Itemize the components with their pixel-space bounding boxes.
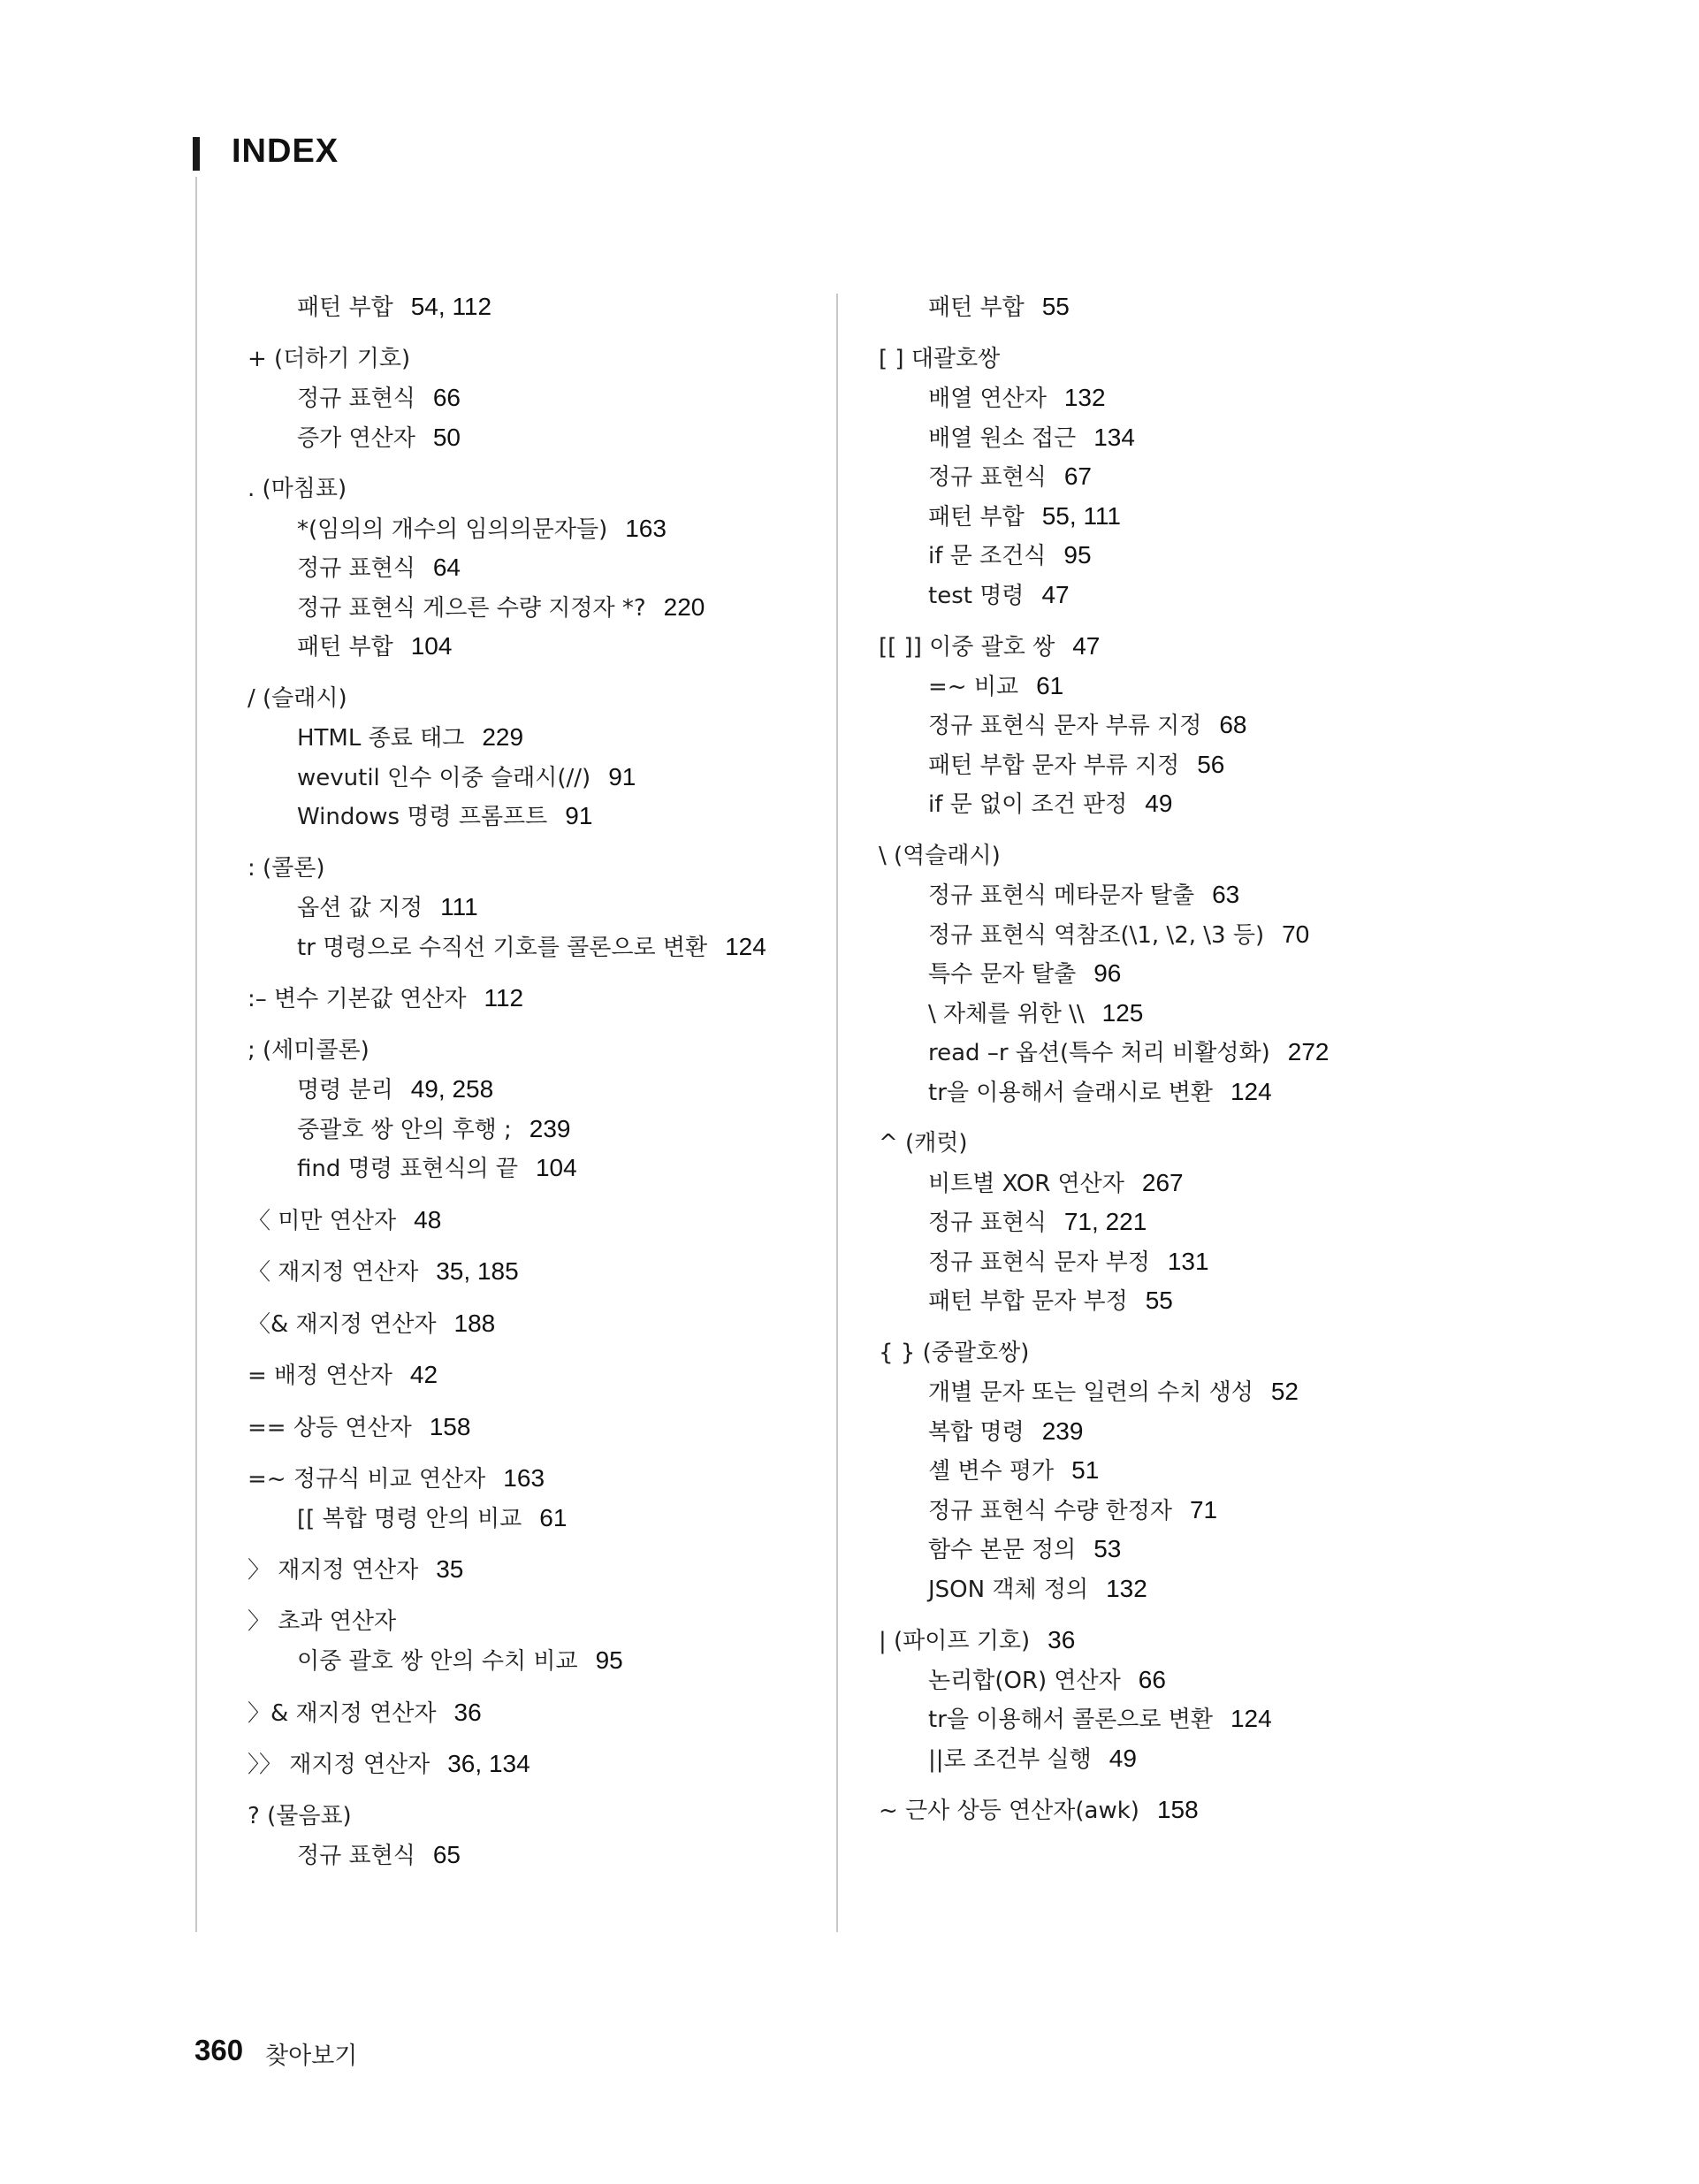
column-divider: [836, 294, 838, 1932]
index-subentry: [248, 1641, 813, 1681]
entry-term: 정규 표현식 문자 부류 지정: [928, 713, 1202, 739]
entry-page-numbers: 104: [535, 1154, 577, 1181]
index-group: [248, 1745, 813, 1784]
entry-page-numbers: 55: [1041, 293, 1070, 320]
index-subentry: [879, 536, 1462, 576]
entry-page-numbers: 272: [1287, 1038, 1329, 1065]
entry-term: ||로 조건부 실행: [928, 1745, 1092, 1773]
index-entry: [879, 1791, 1462, 1830]
entry-page-numbers: 111: [440, 893, 478, 920]
entry-page-numbers: 71: [1189, 1495, 1218, 1523]
entry-term: 함수 본문 정의: [928, 1537, 1077, 1563]
index-entry: [879, 1124, 1462, 1164]
index-subentry: [879, 576, 1462, 615]
entry-term: 중괄호 쌍 안의 후행 ;: [297, 1116, 512, 1143]
entry-page-numbers: 71, 221: [1063, 1208, 1147, 1235]
index-entry: [879, 627, 1462, 667]
index-subentry: [879, 1491, 1462, 1531]
entry-term: JSON 객체 정의: [928, 1576, 1089, 1603]
index-group: [248, 1252, 813, 1292]
entry-term: wevutil 인수 이중 슬래시(//): [297, 764, 591, 791]
entry-page-numbers: 35, 185: [436, 1257, 519, 1285]
index-entry: [879, 1333, 1462, 1373]
index-group: [248, 1797, 813, 1875]
entry-page-numbers: 61: [539, 1503, 568, 1531]
entry-term: [ ] 대괄호쌍: [879, 345, 1001, 372]
entry-term: if 문 없이 조건 판정: [928, 791, 1128, 818]
index-subentry: [248, 758, 813, 798]
entry-page-numbers: 158: [1156, 1796, 1199, 1823]
index-group: [879, 1791, 1462, 1830]
index-entry: [248, 1602, 813, 1642]
index-subentry: [879, 1412, 1462, 1452]
entry-page-numbers: 36, 134: [447, 1750, 530, 1777]
index-subentry: [879, 1530, 1462, 1569]
entry-term: tr을 이용해서 콜론으로 변환: [928, 1707, 1213, 1733]
entry-term: : (콜론): [248, 854, 325, 882]
entry-term: ~ 근사 상등 연산자(awk): [879, 1798, 1139, 1824]
index-subentry: [248, 588, 813, 628]
index-subentry: [879, 915, 1462, 955]
entry-page-numbers: 56: [1197, 750, 1225, 778]
entry-term: 정규 표현식 수량 한정자: [928, 1497, 1172, 1524]
index-subentry: [879, 706, 1462, 745]
index-entry: [879, 836, 1462, 876]
entry-page-numbers: 91: [608, 762, 636, 790]
index-entry: [248, 1355, 813, 1395]
entry-term: :– 변수 기본값 연산자: [248, 986, 467, 1012]
entry-term: [[ 복합 명령 안의 비교: [297, 1505, 522, 1532]
entry-page-numbers: 96: [1093, 959, 1122, 987]
entry-term: 〉 재지정 연산자: [248, 1557, 419, 1584]
entry-page-numbers: 132: [1106, 1574, 1147, 1602]
entry-term: 〉 초과 연산자: [248, 1607, 397, 1635]
index-group: [248, 340, 813, 458]
index-subentry: [248, 1836, 813, 1875]
entry-page-numbers: 239: [1041, 1417, 1084, 1445]
entry-term: 배열 원소 접근: [928, 424, 1077, 452]
entry-term: 명령 분리: [297, 1077, 393, 1103]
index-group: [879, 1333, 1462, 1609]
index-group: [248, 287, 813, 327]
entry-page-numbers: 229: [482, 723, 524, 751]
entry-term: =~ 비교: [928, 673, 1019, 700]
index-group: [248, 1693, 813, 1733]
entry-page-numbers: 35: [436, 1555, 464, 1583]
entry-page-numbers: 124: [1230, 1705, 1272, 1732]
entry-page-numbers: 64: [432, 554, 461, 581]
entry-term: = 배정 연산자: [248, 1363, 392, 1389]
index-subentry: [248, 888, 813, 928]
index-group: [248, 1408, 813, 1447]
entry-term: 특수 문자 탈출: [928, 961, 1077, 988]
entry-page-numbers: 49: [1109, 1744, 1137, 1772]
entry-term: \ 자체를 위한 \\: [928, 1000, 1085, 1027]
entry-page-numbers: 91: [565, 802, 593, 829]
entry-page-numbers: 50: [432, 423, 461, 451]
entry-term: 정규 표현식: [928, 464, 1047, 491]
index-subentry: [248, 1149, 813, 1188]
index-entry: [248, 1031, 813, 1071]
entry-page-numbers: 104: [410, 632, 453, 660]
index-group: [879, 340, 1462, 615]
left-margin-rule: [195, 177, 197, 1932]
entry-page-numbers: 220: [663, 592, 705, 621]
index-subentry: [879, 1739, 1462, 1779]
entry-term: find 명령 표현식의 끝: [297, 1156, 518, 1182]
entry-term: 〈 재지정 연산자: [248, 1259, 419, 1286]
index-group: [248, 1459, 813, 1538]
entry-term: + (더하기 기호): [248, 345, 411, 372]
entry-term: *(임의의 개수의 임의의문자들): [297, 515, 608, 543]
entry-page-numbers: 55: [1145, 1287, 1173, 1314]
index-subentry: [879, 994, 1462, 1034]
entry-page-numbers: 163: [503, 1464, 545, 1492]
index-group: [248, 849, 813, 967]
index-subentry: [248, 509, 813, 549]
entry-term: 〈& 재지정 연산자: [248, 1310, 437, 1338]
index-entry: [248, 1797, 813, 1837]
entry-term: 셸 변수 평가: [928, 1458, 1055, 1485]
entry-page-numbers: 125: [1101, 998, 1144, 1027]
entry-page-numbers: 66: [1138, 1665, 1166, 1693]
entry-page-numbers: 95: [1063, 541, 1092, 569]
entry-page-numbers: 55, 111: [1041, 501, 1121, 530]
index-entry: [879, 340, 1462, 379]
index-subentry: [879, 1451, 1462, 1491]
entry-page-numbers: 49: [1145, 790, 1173, 817]
page-title: INDEX: [232, 133, 339, 170]
entry-term: 정규 표현식: [297, 1843, 415, 1869]
index-entry: [248, 1408, 813, 1447]
entry-term: 〈 미만 연산자: [248, 1207, 397, 1234]
entry-term: [[ ]] 이중 괄호 쌍: [879, 634, 1055, 661]
index-subentry: [879, 1073, 1462, 1112]
entry-term: 정규 표현식: [928, 1210, 1047, 1236]
header-bar-mark: [193, 137, 200, 171]
index-subentry: [879, 1661, 1462, 1700]
index-group: [879, 1621, 1462, 1778]
index-subentry: [248, 1110, 813, 1149]
entry-page-numbers: 47: [1041, 580, 1070, 608]
entry-page-numbers: 239: [529, 1114, 571, 1142]
entry-term: 정규 표현식 메타문자 탈출: [928, 882, 1195, 909]
entry-term: 정규 표현식: [297, 386, 415, 412]
index-subentry: [248, 418, 813, 458]
index-group: [879, 836, 1462, 1112]
index-entry: [248, 470, 813, 509]
index-group: [248, 470, 813, 667]
entry-page-numbers: 131: [1167, 1247, 1209, 1275]
entry-page-numbers: 65: [432, 1841, 461, 1868]
index-subentry: [879, 418, 1462, 458]
index-group: [879, 627, 1462, 824]
entry-term: 논리합(OR) 연산자: [928, 1667, 1121, 1694]
index-entry: [248, 1459, 813, 1499]
index-group: [879, 1124, 1462, 1321]
entry-term: tr을 이용해서 슬래시로 변환: [928, 1079, 1213, 1106]
entry-term: if 문 조건식: [928, 543, 1047, 569]
index-subentry: [248, 797, 813, 836]
entry-page-numbers: 66: [432, 384, 461, 411]
index-subentry: [248, 287, 813, 327]
page-number: 360: [194, 2034, 244, 2066]
index-entry: [248, 1201, 813, 1241]
entry-page-numbers: 54, 112: [410, 293, 492, 320]
entry-term: test 명령: [928, 582, 1025, 609]
index-subentry: [879, 497, 1462, 537]
entry-term: . (마침표): [248, 476, 347, 502]
index-group: [248, 1201, 813, 1241]
entry-term: 정규 표현식 문자 부정: [928, 1249, 1150, 1276]
entry-term: 정규 표현식 게으른 수량 지정자 *?: [297, 594, 646, 622]
entry-term: 패턴 부합 문자 부류 지정: [928, 752, 1180, 779]
index-group: [248, 1602, 813, 1681]
entry-page-numbers: 124: [725, 932, 766, 960]
entry-page-numbers: 61: [1036, 671, 1064, 699]
entry-term: { } (중괄호쌍): [879, 1339, 1030, 1366]
index-group: [248, 1550, 813, 1590]
index-group: [248, 1304, 813, 1344]
entry-term: / (슬래시): [248, 684, 347, 712]
index-subentry: [879, 667, 1462, 706]
index-entry: [248, 1745, 813, 1784]
entry-page-numbers: 188: [453, 1309, 496, 1337]
index-subentry: [248, 627, 813, 667]
index-subentry: [879, 1242, 1462, 1282]
index-subentry: [879, 1033, 1462, 1073]
entry-page-numbers: 51: [1071, 1456, 1100, 1484]
entry-page-numbers: 63: [1212, 881, 1240, 908]
index-group: [879, 287, 1462, 327]
entry-term: 배열 연산자: [928, 386, 1047, 412]
index-column-left: [248, 287, 813, 1888]
entry-page-numbers: 95: [595, 1646, 623, 1674]
entry-page-numbers: 47: [1072, 632, 1101, 660]
index-entry: [879, 1621, 1462, 1661]
index-entry: [248, 1304, 813, 1344]
entry-page-numbers: 48: [414, 1205, 442, 1233]
entry-term: \ (역슬래시): [879, 842, 1001, 869]
entry-term: 패턴 부합: [928, 503, 1025, 531]
entry-term: 이중 괄호 쌍 안의 수치 비교: [297, 1648, 578, 1675]
entry-page-numbers: 70: [1282, 920, 1310, 948]
entry-page-numbers: 49, 258: [410, 1075, 494, 1103]
index-subentry: [879, 784, 1462, 824]
entry-page-numbers: 267: [1141, 1168, 1184, 1196]
entry-page-numbers: 158: [429, 1412, 471, 1440]
index-subentry: [879, 954, 1462, 994]
entry-term: 〉〉 재지정 연산자: [248, 1752, 430, 1778]
entry-page-numbers: 52: [1270, 1378, 1299, 1405]
index-subentry: [248, 1499, 813, 1539]
index-subentry: [248, 548, 813, 588]
entry-page-numbers: 112: [484, 984, 524, 1012]
entry-term: 비트별 XOR 연산자: [928, 1170, 1124, 1197]
entry-page-numbers: 67: [1063, 462, 1093, 490]
index-column-right: [879, 287, 1462, 1843]
entry-page-numbers: 68: [1219, 711, 1247, 738]
entry-term: ^ (캐럿): [879, 1130, 968, 1157]
entry-term: 복합 명령: [928, 1418, 1025, 1446]
index-subentry: [879, 1569, 1462, 1609]
entry-term: 증가 연산자: [297, 424, 415, 452]
index-group: [248, 679, 813, 836]
entry-term: 〉& 재지정 연산자: [248, 1699, 437, 1727]
entry-page-numbers: 163: [625, 514, 667, 542]
entry-term: 패턴 부합: [297, 294, 393, 321]
index-subentry: [248, 1070, 813, 1110]
index-subentry: [879, 1281, 1462, 1321]
footer-label: 찾아보기: [265, 2043, 358, 2070]
entry-term: Windows 명령 프롬프트: [297, 804, 548, 830]
index-group: [248, 979, 813, 1019]
entry-page-numbers: 36: [453, 1698, 482, 1726]
entry-page-numbers: 124: [1230, 1077, 1272, 1105]
entry-term: HTML 종료 태그: [297, 725, 465, 752]
index-subentry: [879, 1203, 1462, 1242]
index-entry: [248, 1550, 813, 1590]
entry-term: == 상등 연산자: [248, 1414, 412, 1441]
entry-term: 패턴 부합 문자 부정: [928, 1288, 1128, 1315]
index-subentry: [879, 1699, 1462, 1739]
index-subentry: [248, 928, 813, 967]
index-subentry: [248, 718, 813, 758]
index-subentry: [879, 875, 1462, 915]
index-group: [248, 1031, 813, 1188]
entry-page-numbers: 132: [1063, 384, 1106, 411]
entry-term: 패턴 부합: [297, 634, 393, 661]
index-entry: [248, 679, 813, 719]
index-subentry: [879, 457, 1462, 497]
entry-term: 패턴 부합: [928, 294, 1025, 321]
entry-term: 정규 표현식 역참조(\1, \2, \3 등): [928, 921, 1265, 949]
index-subentry: [879, 1372, 1462, 1412]
entry-term: read –r 옵션(특수 처리 비활성화): [928, 1040, 1270, 1066]
index-entry: [248, 340, 813, 379]
entry-term: 개별 문자 또는 일련의 수치 생성: [928, 1379, 1253, 1406]
index-entry: [248, 849, 813, 889]
entry-term: 정규 표현식: [297, 555, 415, 582]
entry-page-numbers: 53: [1093, 1535, 1122, 1562]
entry-page-numbers: 42: [409, 1361, 438, 1388]
entry-term: | (파이프 기호): [879, 1628, 1031, 1654]
entry-page-numbers: 134: [1093, 423, 1135, 451]
entry-page-numbers: 36: [1048, 1626, 1076, 1653]
index-entry: [248, 1693, 813, 1733]
index-entry: [248, 1252, 813, 1292]
index-subentry: [879, 745, 1462, 785]
entry-term: =~ 정규식 비교 연산자: [248, 1466, 486, 1493]
index-subentry: [879, 378, 1462, 418]
index-subentry: [879, 287, 1462, 327]
entry-term: ; (세미콜론): [248, 1036, 370, 1064]
index-subentry: [248, 378, 813, 418]
entry-term: ? (물음표): [248, 1802, 352, 1829]
entry-term: tr 명령으로 수직선 기호를 콜론으로 변환: [297, 934, 708, 961]
index-group: [248, 1355, 813, 1395]
index-subentry: [879, 1164, 1462, 1203]
index-entry: [248, 979, 813, 1019]
entry-term: 옵션 값 지정: [297, 895, 423, 921]
